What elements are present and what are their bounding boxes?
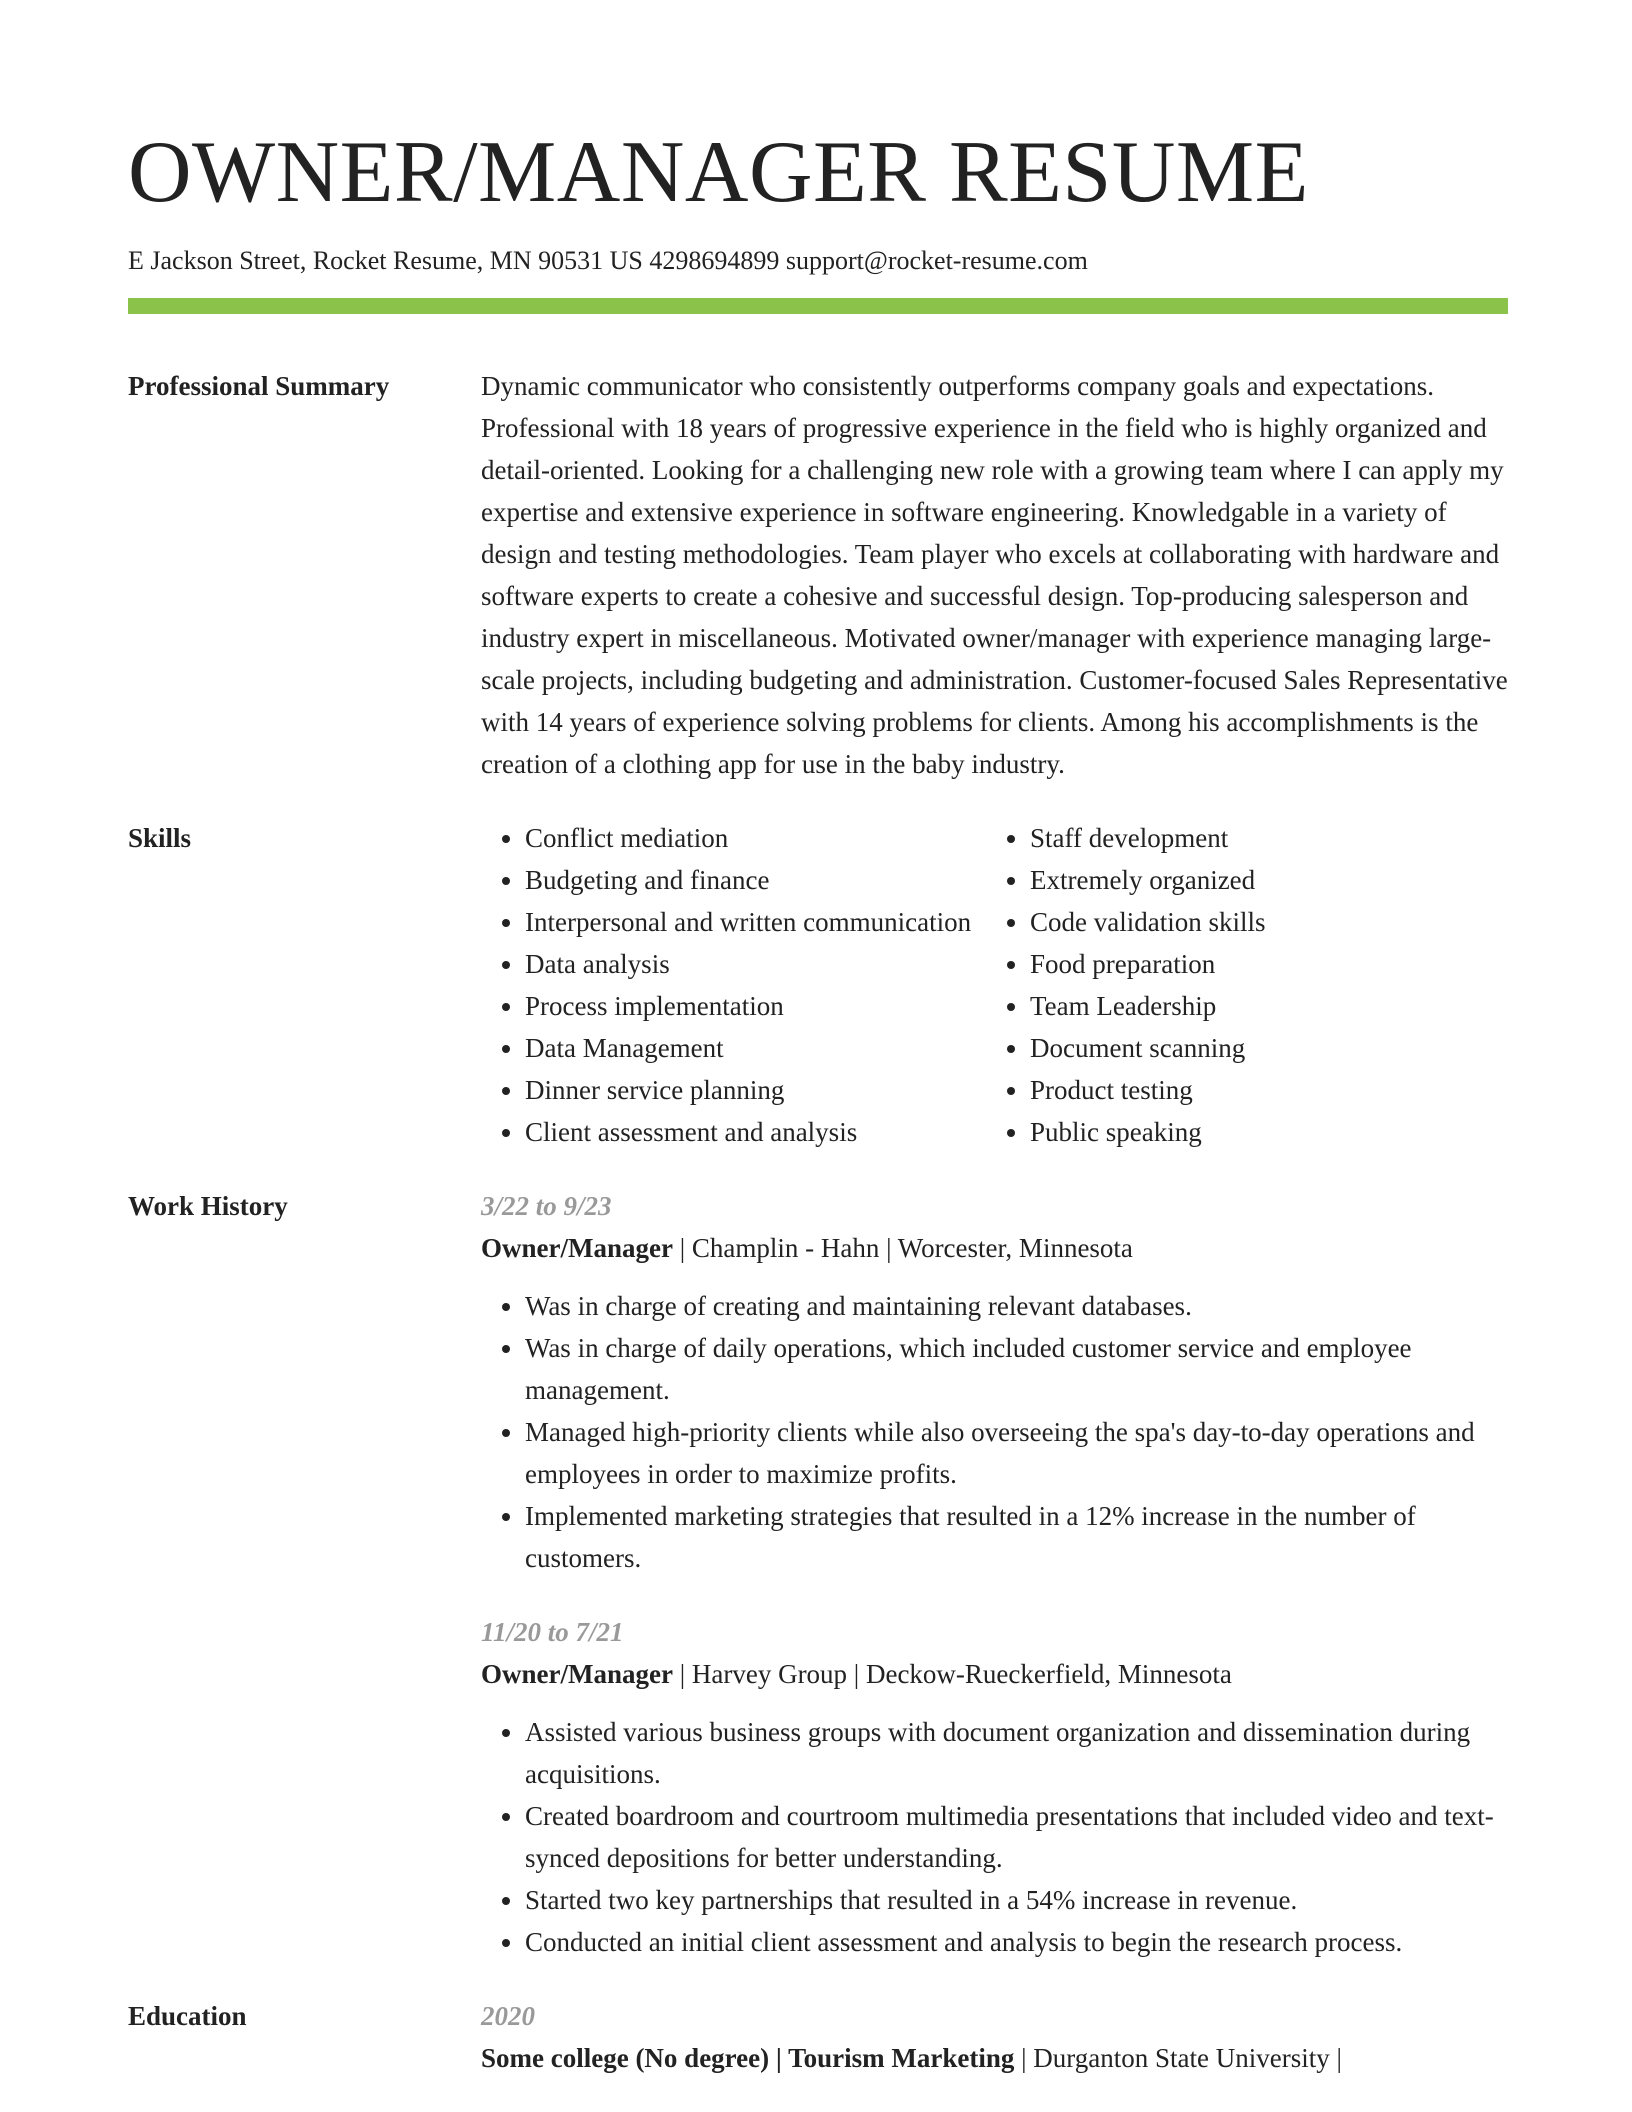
job-title: Owner/Manager (481, 1233, 673, 1263)
education-line (481, 2037, 1508, 2079)
skill-item: • Data Management (525, 1027, 986, 1069)
job-bullets (481, 1711, 1508, 1963)
skill-item: • Data analysis (525, 943, 986, 985)
education-section (128, 1995, 1508, 2079)
job-entry (481, 1611, 1508, 1963)
section-title-skills: Skills (128, 823, 192, 853)
job-heading (481, 1227, 1508, 1269)
job-bullet: • Was in charge of daily operations, which included customer service and employee management. (525, 1327, 1508, 1411)
skills-list-right (986, 817, 1266, 1153)
skill-item: • Document scanning (1030, 1027, 1266, 1069)
skills-list-left (481, 817, 986, 1153)
job-dates: 11/20 to 7/21 (481, 1617, 624, 1647)
skills-columns (481, 817, 1508, 1153)
header-divider (128, 298, 1508, 314)
job-bullet: • Was in charge of creating and maintaining relevant databases. (525, 1285, 1508, 1327)
job-bullet: • Conducted an initial client assessment and analysis to begin the research process. (525, 1921, 1508, 1963)
section-title-education: Education (128, 2001, 247, 2031)
skill-item: • Client assessment and analysis (525, 1111, 986, 1153)
job-dates: 3/22 to 9/23 (481, 1191, 612, 1221)
skill-item: • Staff development (1030, 817, 1266, 859)
job-heading (481, 1653, 1508, 1695)
summary-text: Dynamic communicator who consistently outperforms company goals and expectations. Professional with 18 years of progressive experience in the field who is highly organized and detail-oriented. Looking for a challenging new role with a growing team where I can apply my expertise and extensive experience in software engineering. Knowledgable in a variety of design and testing methodologies. Team player who excels at collaborating with hardware and software experts to create a cohesive and successful design. Top-producing salesperson and industry expert in miscellaneous. Motivated owner/manager with experience managing large-scale projects, including budgeting and administration. Customer-focused Sales Representative with 14 years of experience solving problems for clients. Among his accomplishments is the creation of a clothing app for use in the baby industry. (481, 371, 1508, 779)
work-history-body (481, 1185, 1508, 1963)
skill-item: • Extremely organized (1030, 859, 1266, 901)
contact-line: E Jackson Street, Rocket Resume, MN 90531 US 4298694899 support@rocket-resume.com (128, 246, 1088, 275)
job-bullets (481, 1285, 1508, 1579)
work-history-section (128, 1185, 1508, 1963)
summary-body (481, 365, 1508, 785)
skill-item: • Budgeting and finance (525, 859, 986, 901)
skills-body (481, 817, 1508, 1153)
section-title-work: Work History (128, 1191, 288, 1221)
skill-item: • Process implementation (525, 985, 986, 1027)
skill-item: • Dinner service planning (525, 1069, 986, 1111)
summary-section (128, 365, 1508, 785)
education-year: 2020 (481, 2001, 535, 2031)
skill-item: • Conflict mediation (525, 817, 986, 859)
skill-item: • Team Leadership (1030, 985, 1266, 1027)
skill-item: • Product testing (1030, 1069, 1266, 1111)
skill-item: • Code validation skills (1030, 901, 1266, 943)
skill-item: • Public speaking (1030, 1111, 1266, 1153)
job-bullet: • Started two key partnerships that resulted in a 54% increase in revenue. (525, 1879, 1508, 1921)
job-details: | Harvey Group | Deckow-Rueckerfield, Minnesota (672, 1659, 1232, 1689)
job-entry (481, 1185, 1508, 1579)
education-degree: Some college (No degree) | Tourism Marketing (481, 2043, 1015, 2073)
skill-item: • Interpersonal and written communication (525, 901, 986, 943)
resume-page (128, 0, 1508, 2079)
job-bullet: • Implemented marketing strategies that resulted in a 12% increase in the number of customers. (525, 1495, 1508, 1579)
job-details: | Champlin - Hahn | Worcester, Minnesota (672, 1233, 1133, 1263)
education-body (481, 1995, 1508, 2079)
job-bullet: • Managed high-priority clients while also overseeing the spa's day-to-day operations and employees in order to maximize profits. (525, 1411, 1508, 1495)
education-school: | Durganton State University | (1014, 2043, 1342, 2073)
job-bullet: • Created boardroom and courtroom multimedia presentations that included video and text-synced depositions for better understanding. (525, 1795, 1508, 1879)
skill-item: • Food preparation (1030, 943, 1266, 985)
resume-title: OWNER/MANAGER RESUME (128, 124, 1309, 221)
skills-section (128, 817, 1508, 1153)
job-title: Owner/Manager (481, 1659, 673, 1689)
section-title-summary: Professional Summary (128, 371, 390, 401)
job-bullet: • Assisted various business groups with document organization and dissemination during acquisitions. (525, 1711, 1508, 1795)
